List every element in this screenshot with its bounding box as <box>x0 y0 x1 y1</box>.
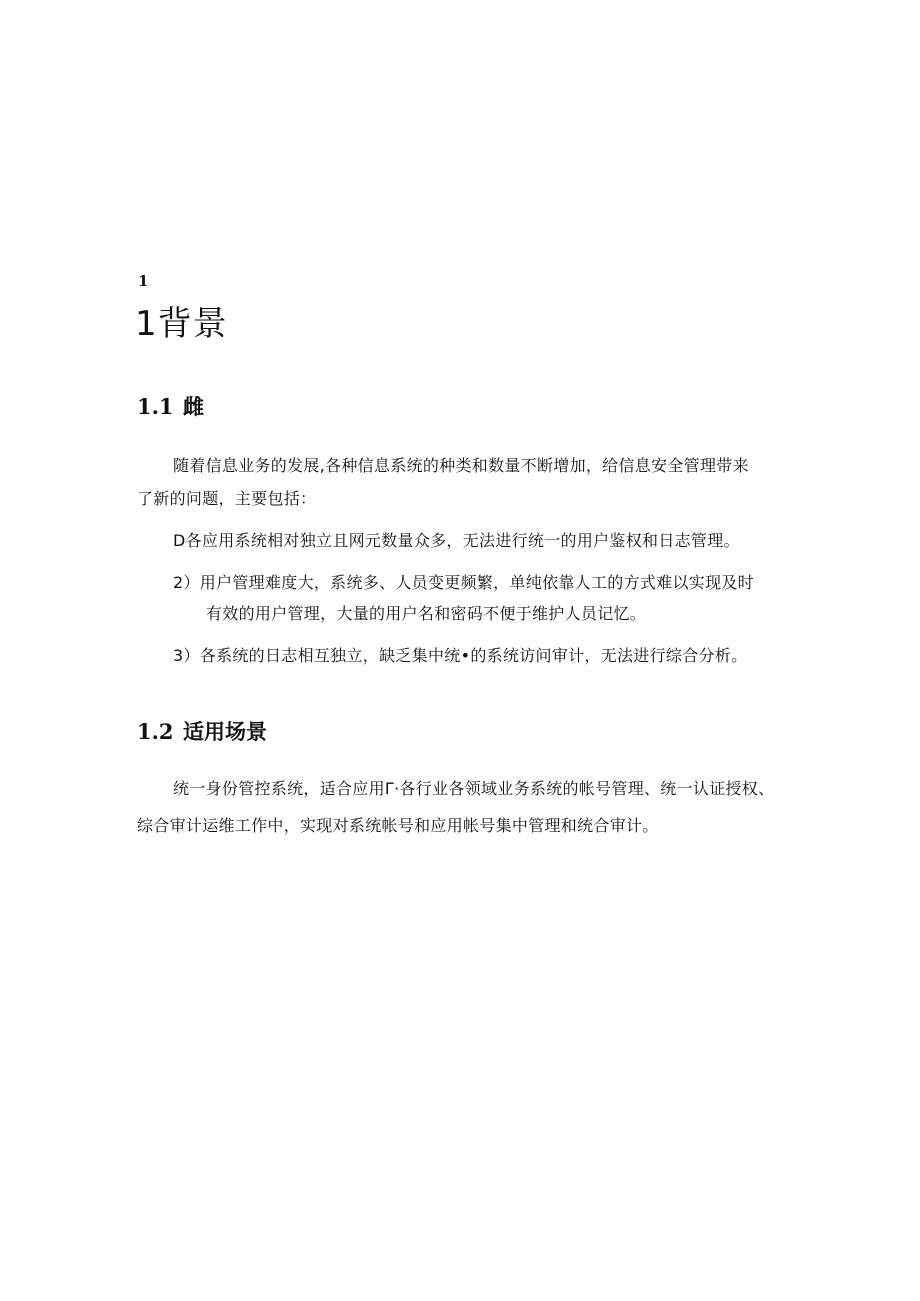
paragraph-line: 统一身份管控系统，适合应用Γ·各行业各领域业务系统的帐号管理、统一认证授权、 <box>173 779 775 798</box>
paragraph-line: 随着信息业务的发展,各种信息系统的种类和数量不断增加，给信息安全管理带来 <box>173 456 749 475</box>
list-item-2-line-1: 2）用户管理难度大，系统多、人员变更频繁，单纯依靠人工的方式难以实现及时 <box>173 573 754 592</box>
section-heading-1-2 <box>137 716 267 746</box>
list-item-3: 3）各系统的日志相互独立，缺乏集中统•的系统访问审计，无法进行综合分析。 <box>173 646 748 665</box>
paragraph-line: 综合审计运维工作中，实现对系统帐号和应用帐号集中管理和统合审计。 <box>137 816 659 835</box>
section-number: 1.1 <box>137 394 174 419</box>
section-number: 1.2 <box>137 719 174 744</box>
list-item-2-line-2: 有效的用户管理，大量的用户名和密码不便于维护人员记忆。 <box>206 604 647 623</box>
section-heading-1-1 <box>137 391 204 421</box>
list-item-1: D各应用系统相对独立且网元数量众多，无法进行统一的用户鉴权和日志管理。 <box>173 531 740 550</box>
section-title: 雌 <box>183 395 204 419</box>
section-title: 适用场景 <box>183 720 267 744</box>
paragraph-line: 了新的问题，主要包括： <box>137 489 317 508</box>
chapter-title: 1背景 <box>135 304 228 344</box>
chapter-number: 1 <box>138 272 149 290</box>
